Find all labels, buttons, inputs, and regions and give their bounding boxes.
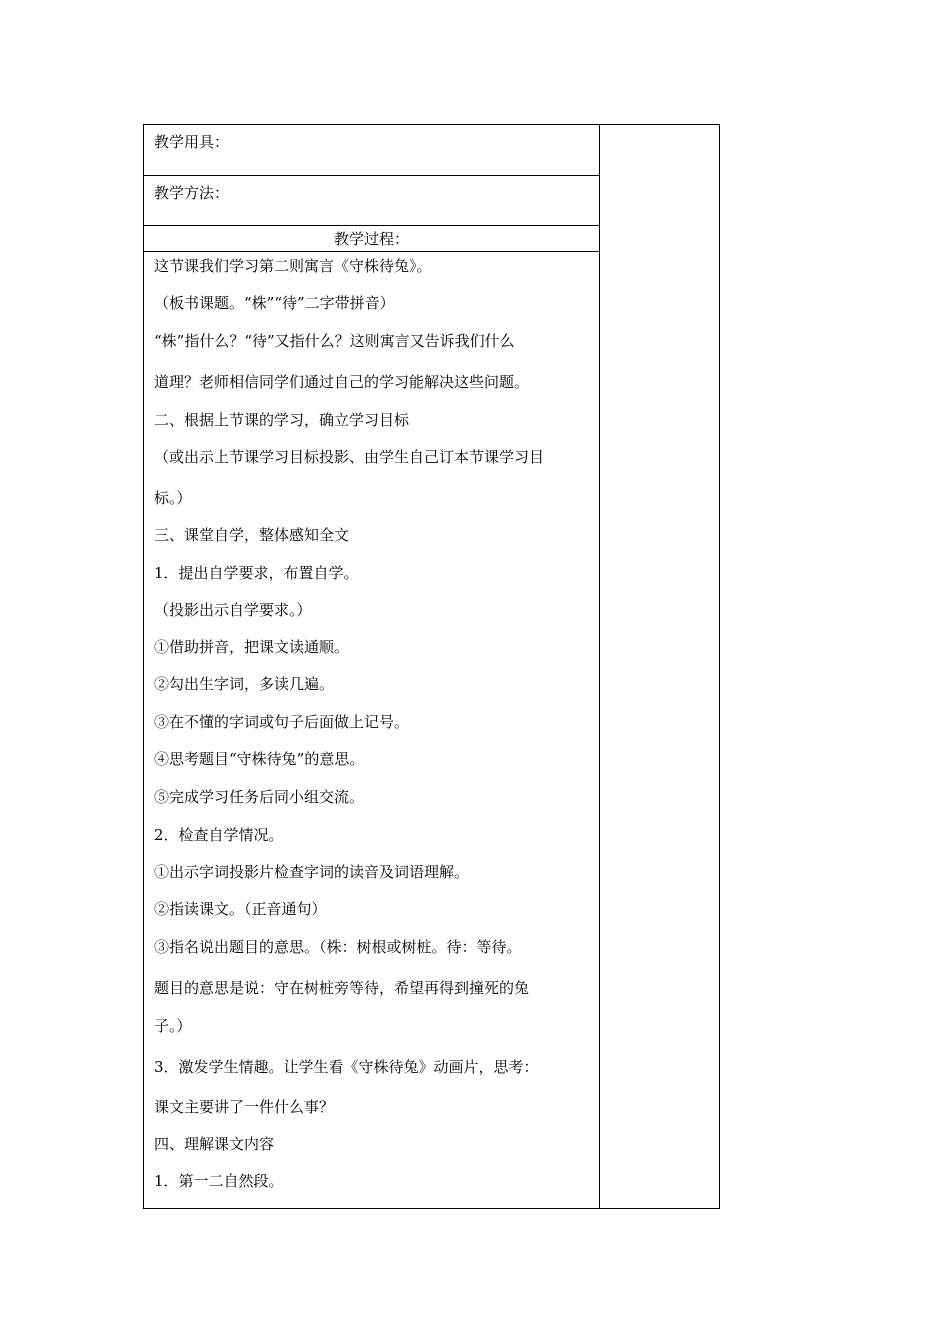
text-line: （投影出示自学要求。）	[154, 601, 312, 619]
text-line: ③在不懂的字词或句子后面做上记号。	[154, 713, 410, 731]
text-line: ⑤完成学习任务后同小组交流。	[154, 788, 365, 806]
text-line: 1．第一二自然段。	[154, 1172, 284, 1190]
text-line: （板书课题。“株”“待”二字带拼音）	[154, 294, 395, 312]
text-line: “株”指什么？“待”又指什么？这则寓言又告诉我们什么	[154, 332, 515, 350]
text-line: 三、课堂自学，整体感知全文	[154, 526, 350, 544]
teaching-process-title: 教学过程：	[333, 230, 409, 248]
teaching-tools-label: 教学用具：	[154, 133, 230, 151]
text-line: ④思考题目“守株待兔”的意思。	[154, 750, 365, 768]
text-line: 标。）	[154, 489, 192, 507]
teaching-tools-row	[144, 125, 599, 176]
teaching-method-label: 教学方法：	[154, 184, 230, 202]
text-line: 子。）	[154, 1017, 192, 1035]
text-line: 二、根据上节课的学习，确立学习目标	[154, 411, 410, 429]
text-line: ①出示字词投影片检查字词的读音及词语理解。	[154, 863, 470, 881]
notes-column	[600, 125, 719, 1208]
text-line: 课文主要讲了一件什么事？	[154, 1098, 335, 1116]
text-line: 这节课我们学习第二则寓言《守株待兔》。	[154, 257, 432, 275]
text-line: 1．提出自学要求，布置自学。	[154, 564, 359, 582]
text-line: ①借助拼音，把课文读通顺。	[154, 638, 350, 656]
lesson-plan-table	[143, 124, 720, 1209]
teaching-process-body	[144, 252, 599, 1208]
text-line: （或出示上节课学习目标投影、由学生自己订本节课学习目	[154, 448, 545, 466]
text-line: ②勾出生字词，多读几遍。	[154, 675, 335, 693]
text-line: ②指读课文。（正音通句）	[154, 900, 327, 918]
text-line: ③指名说出题目的意思。（株：树根或树桩。待：等待。	[154, 938, 522, 956]
teaching-process-header	[144, 226, 599, 252]
teaching-method-row	[144, 176, 599, 226]
text-line: 道理？老师相信同学们通过自己的学习能解决这些问题。	[154, 373, 530, 391]
text-line: 题目的意思是说：守在树桩旁等待，希望再得到撞死的兔	[154, 979, 530, 997]
text-line: 2．检查自学情况。	[154, 826, 284, 844]
text-line: 3．激发学生情趣。让学生看《守株待兔》动画片，思考：	[154, 1058, 539, 1076]
main-column	[144, 125, 600, 1208]
text-line: 四、理解课文内容	[154, 1135, 275, 1153]
